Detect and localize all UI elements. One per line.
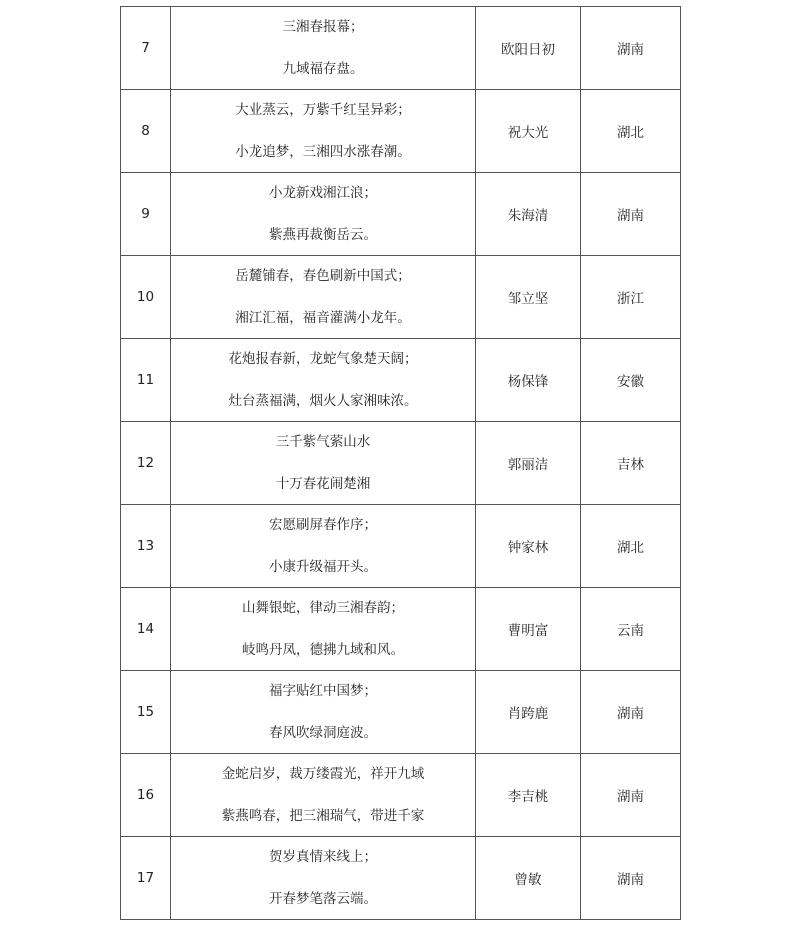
author-region: 湖南 (581, 754, 681, 837)
author-name: 钟家林 (476, 505, 581, 588)
author-region: 湖北 (581, 90, 681, 173)
row-number: 15 (121, 671, 171, 754)
table-row (121, 837, 681, 920)
row-number: 7 (121, 7, 171, 90)
table-row (121, 505, 681, 588)
table-row (121, 588, 681, 671)
couplet-text (171, 173, 476, 256)
couplet-first-line: 金蛇启岁，裁万缕霞光，祥开九域 (221, 766, 425, 782)
couplet-second-line: 岐鸣丹凤，德拂九域和风。 (242, 642, 404, 658)
couplet-first-line: 宏愿刷屏春作序； (269, 517, 377, 533)
row-number: 17 (121, 837, 171, 920)
author-name: 曾敏 (476, 837, 581, 920)
couplet-second-line: 湘江汇福，福音灌满小龙年。 (235, 310, 411, 326)
couplet-first-line: 大业蒸云，万紫千红呈异彩； (235, 102, 411, 118)
table-row (121, 671, 681, 754)
couplet-text (171, 422, 476, 505)
couplet-text (171, 754, 476, 837)
couplet-table-body (121, 7, 681, 920)
couplet-text (171, 588, 476, 671)
couplet-second-line: 九域福存盘。 (282, 61, 364, 77)
couplet-text (171, 256, 476, 339)
couplet-second-line: 春风吹绿洞庭波。 (269, 725, 377, 741)
table-row (121, 754, 681, 837)
couplet-text (171, 7, 476, 90)
table-row (121, 173, 681, 256)
couplet-first-line: 花炮报春新，龙蛇气象楚天阔； (228, 351, 418, 367)
couplet-second-line: 灶台蒸福满，烟火人家湘味浓。 (228, 393, 418, 409)
author-region: 湖南 (581, 837, 681, 920)
author-name: 肖跨鹿 (476, 671, 581, 754)
author-name: 杨保锋 (476, 339, 581, 422)
author-region: 云南 (581, 588, 681, 671)
couplet-table (120, 6, 681, 920)
author-region: 湖南 (581, 173, 681, 256)
author-region: 湖南 (581, 7, 681, 90)
couplet-second-line: 小龙追梦，三湘四水涨春潮。 (235, 144, 411, 160)
couplet-second-line: 紫燕鸣春，把三湘瑞气，带进千家 (221, 808, 425, 824)
author-region: 湖南 (581, 671, 681, 754)
couplet-second-line: 紫燕再裁衡岳云。 (269, 227, 377, 243)
couplet-text (171, 505, 476, 588)
couplet-first-line: 贺岁真情来线上； (269, 849, 377, 865)
row-number: 9 (121, 173, 171, 256)
row-number: 16 (121, 754, 171, 837)
row-number: 11 (121, 339, 171, 422)
author-name: 祝大光 (476, 90, 581, 173)
couplet-text (171, 671, 476, 754)
table-row (121, 7, 681, 90)
author-name: 郭丽洁 (476, 422, 581, 505)
author-name: 朱海清 (476, 173, 581, 256)
couplet-second-line: 开春梦笔落云端。 (269, 891, 377, 907)
couplet-text (171, 837, 476, 920)
couplet-second-line: 小康升级福开头。 (269, 559, 377, 575)
author-region: 湖北 (581, 505, 681, 588)
table-row (121, 339, 681, 422)
couplet-first-line: 三湘春报幕； (282, 19, 364, 35)
table-row (121, 422, 681, 505)
couplet-text (171, 90, 476, 173)
couplet-first-line: 福字贴红中国梦； (269, 683, 377, 699)
author-name: 邹立坚 (476, 256, 581, 339)
row-number: 14 (121, 588, 171, 671)
couplet-second-line: 十万春花闹楚湘 (275, 476, 371, 492)
author-region: 浙江 (581, 256, 681, 339)
row-number: 13 (121, 505, 171, 588)
couplet-first-line: 岳麓铺春，春色刷新中国式； (235, 268, 411, 284)
author-name: 李吉桃 (476, 754, 581, 837)
row-number: 10 (121, 256, 171, 339)
table-row (121, 90, 681, 173)
couplet-first-line: 三千紫气萦山水 (275, 434, 371, 450)
couplet-first-line: 小龙新戏湘江浪； (269, 185, 377, 201)
author-region: 安徽 (581, 339, 681, 422)
row-number: 12 (121, 422, 171, 505)
author-name: 曹明富 (476, 588, 581, 671)
couplet-first-line: 山舞银蛇，律动三湘春韵； (242, 600, 404, 616)
row-number: 8 (121, 90, 171, 173)
couplet-text (171, 339, 476, 422)
table-row (121, 256, 681, 339)
author-name: 欧阳日初 (476, 7, 581, 90)
author-region: 吉林 (581, 422, 681, 505)
